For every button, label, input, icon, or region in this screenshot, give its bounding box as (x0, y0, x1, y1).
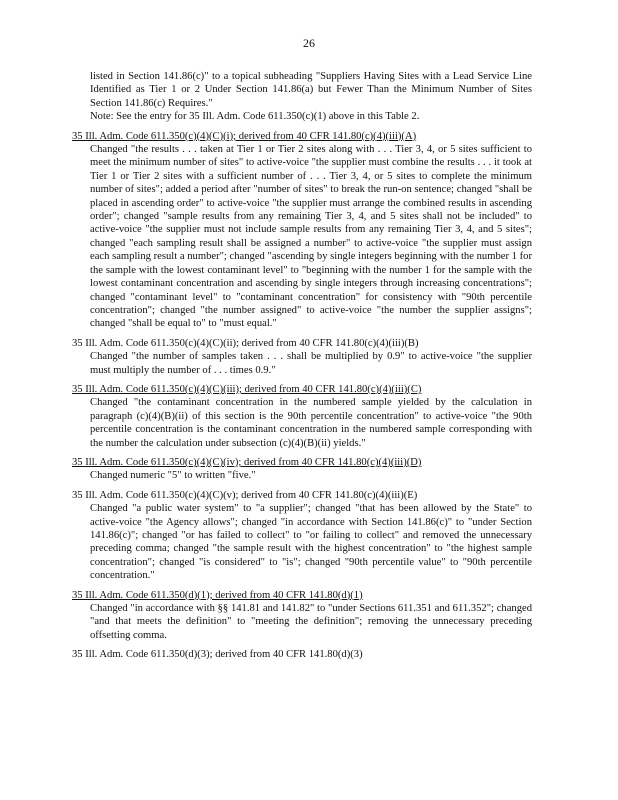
entry-citation: 35 Ill. Adm. Code 611.350(d)(1); derived from 40 CFR 141.80(d)(1) (72, 589, 363, 601)
entry-description: Changed "the results . . . taken at Tier 1 or Tier 2 sites along with . . . Tier 3, 4, or 5 sites sufficient to meet the minimum number of sites" to active-voice "the supplier must combine the results . . . it took at Tier 1 or Tier 2 sites with a sufficient number of . . . Tier 3, 4, or 5 sites to complete the minimum number of sites"; added a period after "number of sites" to break the run-on sentence; changed "shall be placed in ascending order" to active-voice "the supplier must arrange the combined results in ascending order"; changed "sample results from any remaining Tier 3, 4, and 5 sites shall not be included" to active-voice "the supplier must not include sample results from any remaining Tier 3, 4, and 5 sites"; changed "each sampling result shall be assigned a number" to active-voice "the supplier must assign each sampling result a number"; changed "ascending by single integers beginning with the number 1 for the sample with the lowest contaminant level" to "beginning with the number 1 for the sample with the lowest contaminant concentration and ascending by single integers through increasing concentrations"; changed "contaminant level" to "contaminant concentration" for consistency with "90th percentile concentration"; changed "the number assigned" to active-voice "the number the supplier assigns"; changed "shall be equal to" to "must equal." (90, 144, 532, 330)
entry-c4-C-ii (72, 337, 532, 377)
entry-d-1 (72, 589, 532, 643)
entry-citation: 35 Ill. Adm. Code 611.350(c)(4)(C)(ii); derived from 40 CFR 141.80(c)(4)(iii)(B) (72, 337, 419, 349)
entry-citation: 35 Ill. Adm. Code 611.350(c)(4)(C)(iv); derived from 40 CFR 141.80(c)(4)(iii)(D) (72, 456, 422, 468)
page-number: 26 (303, 36, 315, 50)
entry-c4-C-iii (72, 383, 532, 450)
table-2-continuation (72, 70, 532, 662)
intro-text: listed in Section 141.86(c)" to a topical subheading "Suppliers Having Sites with a Lead Service Line Identified as Tier 1 or 2 Under Section 141.86(a) but Fewer Than the Minimum Number of Sites Section 141.86(c) Requires." (90, 71, 532, 109)
entry-c4-C-i (72, 130, 532, 331)
entry-description: Changed "a public water system" to "a supplier"; changed "that has been allowed by the State" to active-voice "the Agency allows"; changed "in accordance with Section 141.86(c)" to "under Section 141.86(c)"; changed "or has failed to collect" to "or failing to collect" and removed the unnecessary preceding comma; changed "the sample result with the highest concentration" to "the highest sample concentration"; changed "is considered" to "is"; changed "90th percentile value" to "90th percentile concentration." (90, 503, 532, 582)
entry-citation: 35 Ill. Adm. Code 611.350(c)(4)(C)(iii); derived from 40 CFR 141.80(c)(4)(iii)(C) (72, 383, 422, 395)
entry-citation: 35 Ill. Adm. Code 611.350(d)(3); derived from 40 CFR 141.80(d)(3) (72, 649, 363, 661)
entry-c4-C-iv (72, 456, 532, 483)
intro-note: Note: See the entry for 35 Ill. Adm. Code 611.350(c)(1) above in this Table 2. (90, 111, 420, 123)
entry-citation: 35 Ill. Adm. Code 611.350(c)(4)(C)(v); derived from 40 CFR 141.80(c)(4)(iii)(E) (72, 489, 418, 501)
entry-description: Changed "the number of samples taken . . . shall be multiplied by 0.9" to active-voice "the supplier must multiply the number of . . . times 0.9." (90, 351, 532, 376)
entry-description: Changed numeric "5" to written "five." (90, 470, 256, 482)
entry-d-3 (72, 648, 532, 661)
entry-description: Changed "in accordance with §§ 141.81 and 141.82" to "under Sections 611.351 and 611.352"; changed "and that meets the definition" to "meeting the definition"; removing the unnecessary preceding offsetting comma. (90, 603, 532, 641)
entry-citation: 35 Ill. Adm. Code 611.350(c)(4)(C)(i); derived from 40 CFR 141.80(c)(4)(iii)(A) (72, 130, 417, 142)
intro-paragraph (72, 70, 532, 124)
entry-description: Changed "the contaminant concentration in the numbered sample yielded by the calculation in paragraph (c)(4)(B)(ii) of this section is the 90th percentile concentration" to active-voice "the 90th percentile concentration is the contaminant concentration in the numbered sample corresponding with the number the calculation under subsection (c)(4)(B)(ii) yields." (90, 397, 532, 449)
entry-c4-C-v (72, 489, 532, 583)
